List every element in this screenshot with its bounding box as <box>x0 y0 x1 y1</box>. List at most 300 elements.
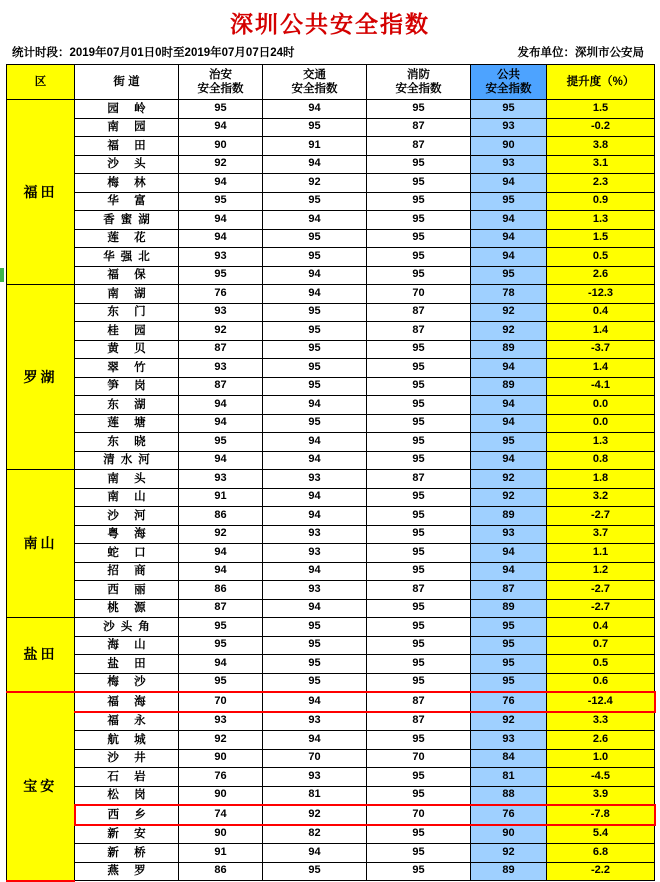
public-index-value: 94 <box>471 451 547 470</box>
street-name: 福 保 <box>75 266 179 285</box>
public-security-value: 93 <box>179 303 263 322</box>
public-security-value: 93 <box>179 470 263 489</box>
fire-value: 70 <box>367 749 471 768</box>
header-traffic-line2: 安全指数 <box>291 83 338 95</box>
table-row <box>7 636 655 655</box>
public-index-value: 90 <box>471 825 547 844</box>
public-security-value: 95 <box>179 673 263 692</box>
safety-index-table <box>6 64 656 882</box>
public-index-value: 95 <box>471 636 547 655</box>
street-name: 梅 林 <box>75 174 179 193</box>
table-row <box>7 100 655 119</box>
traffic-value: 93 <box>263 581 367 600</box>
page-title: 深圳公共安全指数 <box>230 11 430 38</box>
traffic-value: 94 <box>263 488 367 507</box>
fire-value: 95 <box>367 786 471 805</box>
public-index-value: 89 <box>471 340 547 359</box>
improvement-value: 1.4 <box>547 359 655 378</box>
table-row <box>7 414 655 433</box>
table-row <box>7 340 655 359</box>
traffic-value: 95 <box>263 414 367 433</box>
table-row <box>7 825 655 844</box>
improvement-value: -2.7 <box>547 581 655 600</box>
public-security-value: 74 <box>179 805 263 825</box>
fire-value: 95 <box>367 248 471 267</box>
improvement-value: 0.5 <box>547 248 655 267</box>
improvement-value: 3.2 <box>547 488 655 507</box>
public-index-value: 92 <box>471 322 547 341</box>
traffic-value: 94 <box>263 599 367 618</box>
street-name: 燕 罗 <box>75 862 179 881</box>
improvement-value: 0.6 <box>547 673 655 692</box>
public-security-value: 95 <box>179 266 263 285</box>
public-security-value: 91 <box>179 488 263 507</box>
improvement-value: 1.0 <box>547 749 655 768</box>
header-fire-line1: 消防 <box>407 68 430 81</box>
street-name: 桃 源 <box>75 599 179 618</box>
fire-value: 87 <box>367 322 471 341</box>
statistics-period: 统计时段：2019年07月01日0时至2019年07月07日24时 <box>12 47 295 59</box>
street-name: 新 桥 <box>75 844 179 863</box>
public-index-value: 95 <box>471 673 547 692</box>
public-index-value: 95 <box>471 266 547 285</box>
public-security-value: 90 <box>179 786 263 805</box>
header-public-index-line2: 安全指数 <box>485 83 532 95</box>
table-row <box>7 303 655 322</box>
header-traffic-line1: 交通 <box>303 68 326 81</box>
fire-value: 95 <box>367 768 471 787</box>
public-security-value: 95 <box>179 100 263 119</box>
street-name: 莲 塘 <box>75 414 179 433</box>
street-name: 西 丽 <box>75 581 179 600</box>
traffic-value: 94 <box>263 285 367 304</box>
traffic-value: 95 <box>263 636 367 655</box>
public-index-value: 94 <box>471 211 547 230</box>
district-name: 盐田 <box>7 618 75 693</box>
street-name: 海 山 <box>75 636 179 655</box>
street-name: 华 富 <box>75 192 179 211</box>
traffic-value: 92 <box>263 805 367 825</box>
traffic-value: 95 <box>263 377 367 396</box>
table-row <box>7 544 655 563</box>
table-row <box>7 322 655 341</box>
improvement-value: 1.3 <box>547 433 655 452</box>
street-name: 南 山 <box>75 488 179 507</box>
fire-value: 95 <box>367 433 471 452</box>
improvement-value: -4.1 <box>547 377 655 396</box>
improvement-value: -2.7 <box>547 507 655 526</box>
table-row <box>7 155 655 174</box>
public-security-value: 94 <box>179 229 263 248</box>
public-security-value: 94 <box>179 174 263 193</box>
traffic-value: 82 <box>263 825 367 844</box>
traffic-value: 93 <box>263 544 367 563</box>
improvement-value: 5.4 <box>547 825 655 844</box>
traffic-value: 95 <box>263 862 367 881</box>
district-name: 罗湖 <box>7 285 75 470</box>
fire-value: 95 <box>367 731 471 750</box>
public-security-value: 94 <box>179 655 263 674</box>
table-row <box>7 749 655 768</box>
public-security-value: 93 <box>179 248 263 267</box>
table-row <box>7 581 655 600</box>
public-security-value: 95 <box>179 636 263 655</box>
public-security-value: 92 <box>179 731 263 750</box>
improvement-value: 1.8 <box>547 470 655 489</box>
improvement-value: -12.4 <box>547 692 655 712</box>
public-index-value: 94 <box>471 248 547 267</box>
street-name: 招 商 <box>75 562 179 581</box>
street-name: 航 城 <box>75 731 179 750</box>
traffic-value: 95 <box>263 359 367 378</box>
traffic-value: 94 <box>263 692 367 712</box>
street-name: 梅 沙 <box>75 673 179 692</box>
public-index-value: 95 <box>471 192 547 211</box>
header-public-index-line1: 公共 <box>497 68 520 81</box>
traffic-value: 95 <box>263 618 367 637</box>
street-name: 粤 海 <box>75 525 179 544</box>
public-index-value: 84 <box>471 749 547 768</box>
traffic-value: 93 <box>263 525 367 544</box>
public-security-value: 94 <box>179 211 263 230</box>
improvement-value: 1.5 <box>547 229 655 248</box>
improvement-value: 2.3 <box>547 174 655 193</box>
table-row <box>7 862 655 881</box>
traffic-value: 93 <box>263 470 367 489</box>
improvement-value: 0.7 <box>547 636 655 655</box>
traffic-value: 95 <box>263 192 367 211</box>
street-name: 福 永 <box>75 712 179 731</box>
public-security-value: 95 <box>179 618 263 637</box>
public-security-value: 94 <box>179 118 263 137</box>
improvement-value: 1.5 <box>547 100 655 119</box>
publisher: 发布单位：深圳市公安局 <box>517 47 644 59</box>
report-meta <box>6 42 654 64</box>
table-row <box>7 248 655 267</box>
public-index-value: 95 <box>471 100 547 119</box>
table-row <box>7 507 655 526</box>
improvement-value: -4.5 <box>547 768 655 787</box>
header-traffic <box>263 65 367 100</box>
traffic-value: 94 <box>263 211 367 230</box>
public-security-value: 94 <box>179 544 263 563</box>
fire-value: 95 <box>367 544 471 563</box>
public-security-value: 87 <box>179 340 263 359</box>
fire-value: 95 <box>367 844 471 863</box>
table-row <box>7 433 655 452</box>
public-security-value: 94 <box>179 451 263 470</box>
street-name: 石 岩 <box>75 768 179 787</box>
street-name: 莲 花 <box>75 229 179 248</box>
street-name: 桂 园 <box>75 322 179 341</box>
street-name: 沙 头 <box>75 155 179 174</box>
traffic-value: 94 <box>263 433 367 452</box>
street-name: 沙 河 <box>75 507 179 526</box>
street-name: 新 安 <box>75 825 179 844</box>
table-row <box>7 712 655 731</box>
street-name: 沙头角 <box>75 618 179 637</box>
public-security-value: 95 <box>179 433 263 452</box>
traffic-value: 70 <box>263 749 367 768</box>
public-index-value: 89 <box>471 599 547 618</box>
fire-value: 95 <box>367 155 471 174</box>
fire-value: 95 <box>367 862 471 881</box>
public-index-value: 93 <box>471 118 547 137</box>
table-row <box>7 562 655 581</box>
public-security-value: 70 <box>179 692 263 712</box>
street-name: 南 头 <box>75 470 179 489</box>
table-row <box>7 211 655 230</box>
street-name: 蛇 口 <box>75 544 179 563</box>
public-index-value: 93 <box>471 155 547 174</box>
table-row <box>7 359 655 378</box>
district-name: 福田 <box>7 100 75 285</box>
fire-value: 87 <box>367 303 471 322</box>
improvement-value: 1.1 <box>547 544 655 563</box>
table-row <box>7 137 655 156</box>
public-index-value: 94 <box>471 229 547 248</box>
header-public-security <box>179 65 263 100</box>
table-row <box>7 805 655 825</box>
public-security-value: 87 <box>179 377 263 396</box>
public-security-value: 86 <box>179 862 263 881</box>
public-index-value: 95 <box>471 433 547 452</box>
public-security-value: 90 <box>179 825 263 844</box>
improvement-value: 1.3 <box>547 211 655 230</box>
public-security-value: 93 <box>179 359 263 378</box>
table-row <box>7 844 655 863</box>
traffic-value: 95 <box>263 340 367 359</box>
improvement-value: 1.4 <box>547 322 655 341</box>
public-security-value: 92 <box>179 525 263 544</box>
street-name: 黄 贝 <box>75 340 179 359</box>
improvement-value: -0.2 <box>547 118 655 137</box>
header-district: 区 <box>7 65 75 100</box>
improvement-value: 3.7 <box>547 525 655 544</box>
public-security-value: 91 <box>179 844 263 863</box>
fire-value: 87 <box>367 692 471 712</box>
public-security-value: 76 <box>179 768 263 787</box>
fire-value: 95 <box>367 266 471 285</box>
improvement-value: 2.6 <box>547 266 655 285</box>
street-name: 沙 井 <box>75 749 179 768</box>
header-street: 街 道 <box>75 65 179 100</box>
improvement-value: -2.7 <box>547 599 655 618</box>
traffic-value: 94 <box>263 266 367 285</box>
traffic-value: 93 <box>263 768 367 787</box>
street-name: 福 海 <box>75 692 179 712</box>
table-row <box>7 731 655 750</box>
improvement-value: 3.1 <box>547 155 655 174</box>
traffic-value: 95 <box>263 303 367 322</box>
public-index-value: 78 <box>471 285 547 304</box>
public-security-value: 94 <box>179 562 263 581</box>
public-index-value: 89 <box>471 862 547 881</box>
public-index-value: 92 <box>471 470 547 489</box>
public-index-value: 76 <box>471 692 547 712</box>
fire-value: 87 <box>367 470 471 489</box>
fire-value: 95 <box>367 211 471 230</box>
public-security-value: 86 <box>179 581 263 600</box>
traffic-value: 94 <box>263 507 367 526</box>
header-public-security-line2: 安全指数 <box>197 83 244 95</box>
traffic-value: 94 <box>263 396 367 415</box>
public-security-value: 90 <box>179 749 263 768</box>
public-index-value: 94 <box>471 174 547 193</box>
public-index-value: 89 <box>471 507 547 526</box>
public-security-value: 94 <box>179 414 263 433</box>
public-security-value: 90 <box>179 137 263 156</box>
traffic-value: 94 <box>263 155 367 174</box>
traffic-value: 95 <box>263 322 367 341</box>
public-index-value: 92 <box>471 712 547 731</box>
header-fire-line2: 安全指数 <box>395 83 442 95</box>
public-security-value: 94 <box>179 396 263 415</box>
improvement-value: 0.5 <box>547 655 655 674</box>
table-row <box>7 692 655 712</box>
fire-value: 95 <box>367 396 471 415</box>
district-name: 宝安 <box>7 692 75 881</box>
fire-value: 87 <box>367 712 471 731</box>
fire-value: 87 <box>367 137 471 156</box>
public-security-value: 87 <box>179 599 263 618</box>
street-name: 松 岗 <box>75 786 179 805</box>
traffic-value: 94 <box>263 731 367 750</box>
fire-value: 95 <box>367 507 471 526</box>
public-index-value: 94 <box>471 359 547 378</box>
public-index-value: 94 <box>471 414 547 433</box>
traffic-value: 94 <box>263 451 367 470</box>
table-row <box>7 285 655 304</box>
table-row <box>7 451 655 470</box>
public-security-value: 86 <box>179 507 263 526</box>
improvement-value: 3.8 <box>547 137 655 156</box>
traffic-value: 92 <box>263 174 367 193</box>
fire-value: 95 <box>367 377 471 396</box>
traffic-value: 95 <box>263 655 367 674</box>
improvement-value: 0.8 <box>547 451 655 470</box>
improvement-value: -2.2 <box>547 862 655 881</box>
improvement-value: -3.7 <box>547 340 655 359</box>
street-name: 翠 竹 <box>75 359 179 378</box>
public-index-value: 76 <box>471 805 547 825</box>
header-fire <box>367 65 471 100</box>
header-public-security-line1: 治安 <box>209 68 232 81</box>
fire-value: 95 <box>367 673 471 692</box>
street-name: 西 乡 <box>75 805 179 825</box>
public-index-value: 93 <box>471 525 547 544</box>
street-name: 东 门 <box>75 303 179 322</box>
table-row <box>7 229 655 248</box>
fire-value: 95 <box>367 229 471 248</box>
improvement-value: 0.4 <box>547 303 655 322</box>
table-row <box>7 192 655 211</box>
improvement-value: 1.2 <box>547 562 655 581</box>
improvement-value: 0.0 <box>547 414 655 433</box>
improvement-value: 6.8 <box>547 844 655 863</box>
public-index-value: 89 <box>471 377 547 396</box>
public-index-value: 95 <box>471 655 547 674</box>
fire-value: 95 <box>367 488 471 507</box>
traffic-value: 95 <box>263 118 367 137</box>
traffic-value: 94 <box>263 844 367 863</box>
header-public-index <box>471 65 547 100</box>
table-row <box>7 599 655 618</box>
public-security-value: 95 <box>179 192 263 211</box>
improvement-value: 3.9 <box>547 786 655 805</box>
traffic-value: 81 <box>263 786 367 805</box>
improvement-value: -7.8 <box>547 805 655 825</box>
improvement-value: 0.4 <box>547 618 655 637</box>
table-row <box>7 786 655 805</box>
public-index-value: 95 <box>471 618 547 637</box>
fire-value: 95 <box>367 655 471 674</box>
fire-value: 87 <box>367 118 471 137</box>
improvement-value: 0.9 <box>547 192 655 211</box>
table-row <box>7 673 655 692</box>
public-index-value: 90 <box>471 137 547 156</box>
public-index-value: 81 <box>471 768 547 787</box>
fire-value: 95 <box>367 618 471 637</box>
table-row <box>7 488 655 507</box>
street-name: 福 田 <box>75 137 179 156</box>
traffic-value: 94 <box>263 100 367 119</box>
fire-value: 95 <box>367 340 471 359</box>
public-security-value: 92 <box>179 322 263 341</box>
street-name: 清水河 <box>75 451 179 470</box>
traffic-value: 93 <box>263 712 367 731</box>
table-row <box>7 266 655 285</box>
traffic-value: 95 <box>263 673 367 692</box>
traffic-value: 94 <box>263 562 367 581</box>
public-index-value: 92 <box>471 488 547 507</box>
street-name: 东 晓 <box>75 433 179 452</box>
fire-value: 70 <box>367 805 471 825</box>
table-row <box>7 618 655 637</box>
public-index-value: 94 <box>471 562 547 581</box>
fire-value: 95 <box>367 451 471 470</box>
fire-value: 95 <box>367 174 471 193</box>
improvement-value: 3.3 <box>547 712 655 731</box>
public-index-value: 92 <box>471 303 547 322</box>
public-security-value: 92 <box>179 155 263 174</box>
table-header-row <box>7 65 655 100</box>
table-row <box>7 118 655 137</box>
table-row <box>7 377 655 396</box>
improvement-value: -12.3 <box>547 285 655 304</box>
public-index-value: 87 <box>471 581 547 600</box>
fire-value: 95 <box>367 599 471 618</box>
traffic-value: 95 <box>263 229 367 248</box>
district-name: 南山 <box>7 470 75 618</box>
table-row <box>7 525 655 544</box>
fire-value: 87 <box>367 581 471 600</box>
traffic-value: 95 <box>263 248 367 267</box>
fire-value: 95 <box>367 414 471 433</box>
fire-value: 95 <box>367 636 471 655</box>
public-index-value: 92 <box>471 844 547 863</box>
traffic-value: 91 <box>263 137 367 156</box>
header-improvement: 提升度（%） <box>547 65 655 100</box>
public-security-value: 93 <box>179 712 263 731</box>
green-edge-marker <box>0 268 4 282</box>
fire-value: 95 <box>367 825 471 844</box>
table-body <box>7 100 655 881</box>
table-row <box>7 655 655 674</box>
street-name: 华强北 <box>75 248 179 267</box>
improvement-value: 0.0 <box>547 396 655 415</box>
public-index-value: 94 <box>471 396 547 415</box>
